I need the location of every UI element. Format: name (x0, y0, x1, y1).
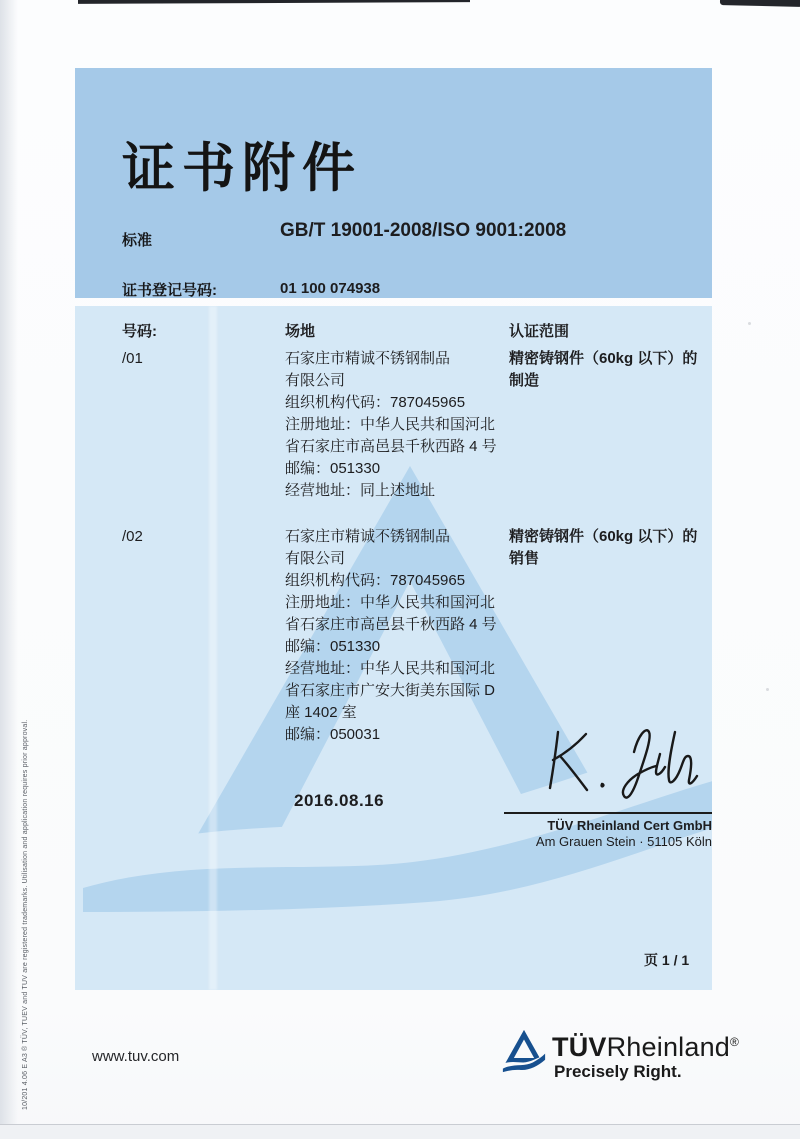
site-number: /01 (122, 350, 143, 367)
site-line: 注册地址：中华人民共和国河北 (285, 594, 496, 611)
site-line: 邮编：050031 (285, 726, 381, 743)
signature-handwriting (542, 722, 700, 808)
page-title: 证书附件 (122, 139, 362, 198)
site-details (285, 348, 509, 502)
site-line: 有限公司 (285, 550, 346, 567)
scope-line: 销售 (509, 550, 540, 567)
site-line: 经营地址：中华人民共和国河北 (285, 660, 496, 677)
scope-line: 精密铸钢件（60kg 以下）的 (509, 528, 698, 545)
scope-line: 制造 (509, 372, 540, 389)
brand-tagline: Precisely Right. (554, 1062, 682, 1081)
signature-rule (504, 812, 712, 814)
scope-line: 精密铸钢件（60kg 以下）的 (509, 350, 698, 367)
site-line: 组织机构代码：787045965 (285, 394, 466, 411)
site-line: 经营地址：同上述地址 (285, 482, 436, 499)
table-rows (122, 348, 710, 770)
column-header-number: 号码: (122, 323, 157, 340)
site-line: 省石家庄市高邑县千秋西路 4 号 (285, 438, 497, 455)
certification-scope (509, 348, 710, 502)
cert-registration-number: 01 100 074938 (280, 280, 381, 297)
scan-speck (766, 688, 769, 691)
site-number: /02 (122, 528, 143, 545)
scan-left-shadow (0, 0, 18, 1139)
table-row (122, 526, 710, 746)
site-line: 省石家庄市广安大街美东国际 D (285, 682, 496, 699)
registered-mark: ® (730, 1035, 740, 1049)
site-line: 省石家庄市高邑县千秋西路 4 号 (285, 616, 497, 633)
cert-registration-label: 证书登记号码: (122, 282, 217, 299)
tuv-triangle-icon (502, 1028, 546, 1074)
issuer-name: TÜV Rheinland Cert GmbH (547, 818, 712, 833)
issue-date: 2016.08.16 (294, 791, 385, 810)
column-header-scope: 认证范围 (509, 323, 570, 340)
site-line: 石家庄市精诚不锈钢制品 (285, 528, 451, 545)
site-details (285, 526, 509, 746)
certification-scope (509, 526, 710, 746)
standard-value: GB/T 19001-2008/ISO 9001:2008 (280, 220, 567, 241)
standard-label: 标准 (122, 232, 153, 249)
certificate-header-band (75, 68, 712, 298)
site-line: 座 1402 室 (285, 704, 357, 721)
site-line: 邮编：051330 (285, 460, 381, 477)
table-header-row (122, 320, 710, 341)
brand-tuv-text: TÜV (552, 1032, 607, 1062)
site-line: 邮编：051330 (285, 638, 381, 655)
table-row (122, 348, 710, 502)
page-indicator: 页 1 / 1 (644, 952, 690, 968)
scan-artifact-top-edge (78, 0, 470, 4)
scan-bottom-strip (0, 1125, 800, 1139)
sidebar-print-note: 10/201 4.06 E A3 ® TÜV, TUEV and TUV are registered trademarks. Utilisation and application requires prior approval. (22, 719, 29, 1110)
column-header-site: 场地 (285, 323, 316, 340)
site-line: 组织机构代码：787045965 (285, 572, 466, 589)
site-line: 石家庄市精诚不锈钢制品 (285, 350, 451, 367)
issuer-address: Am Grauen Stein · 51105 Köln (535, 834, 712, 849)
site-line: 注册地址：中华人民共和国河北 (285, 416, 496, 433)
scan-artifact-top-right (720, 0, 800, 7)
brand-rheinland-text: Rheinland (606, 1032, 731, 1062)
scan-speck (748, 322, 751, 325)
site-line: 有限公司 (285, 372, 346, 389)
website-url: www.tuv.com (92, 1048, 180, 1065)
brand-wordmark (552, 1032, 739, 1063)
